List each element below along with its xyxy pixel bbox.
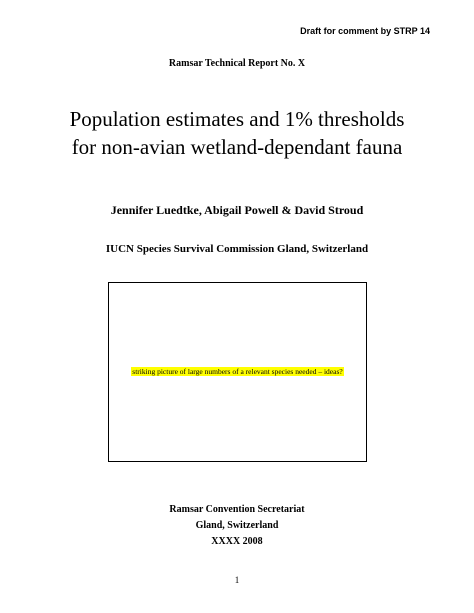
publication-date: XXXX 2008 [211,536,263,547]
highlighted-note: striking picture of large numbers of a relevant species needed – ideas? [132,367,343,376]
report-title [0,105,474,161]
cover-image-placeholder [108,282,367,462]
report-title-line-1: Population estimates and 1% thresholds [69,107,405,131]
report-title-line-2: for non-avian wetland-dependant fauna [71,135,403,159]
publisher-name: Ramsar Convention Secretariat [169,504,305,515]
publisher-location: Gland, Switzerland [195,520,279,531]
image-placeholder-note [109,367,366,376]
report-affiliation: IUCN Species Survival Commission Gland, Switzerland [105,243,369,255]
page-number: 1 [234,575,240,585]
report-series: Ramsar Technical Report No. X [168,58,306,69]
report-authors: Jennifer Luedtke, Abigail Powell & David Stroud [110,203,364,217]
draft-note: Draft for comment by STRP 14 [300,26,430,36]
publisher-block [0,502,474,550]
